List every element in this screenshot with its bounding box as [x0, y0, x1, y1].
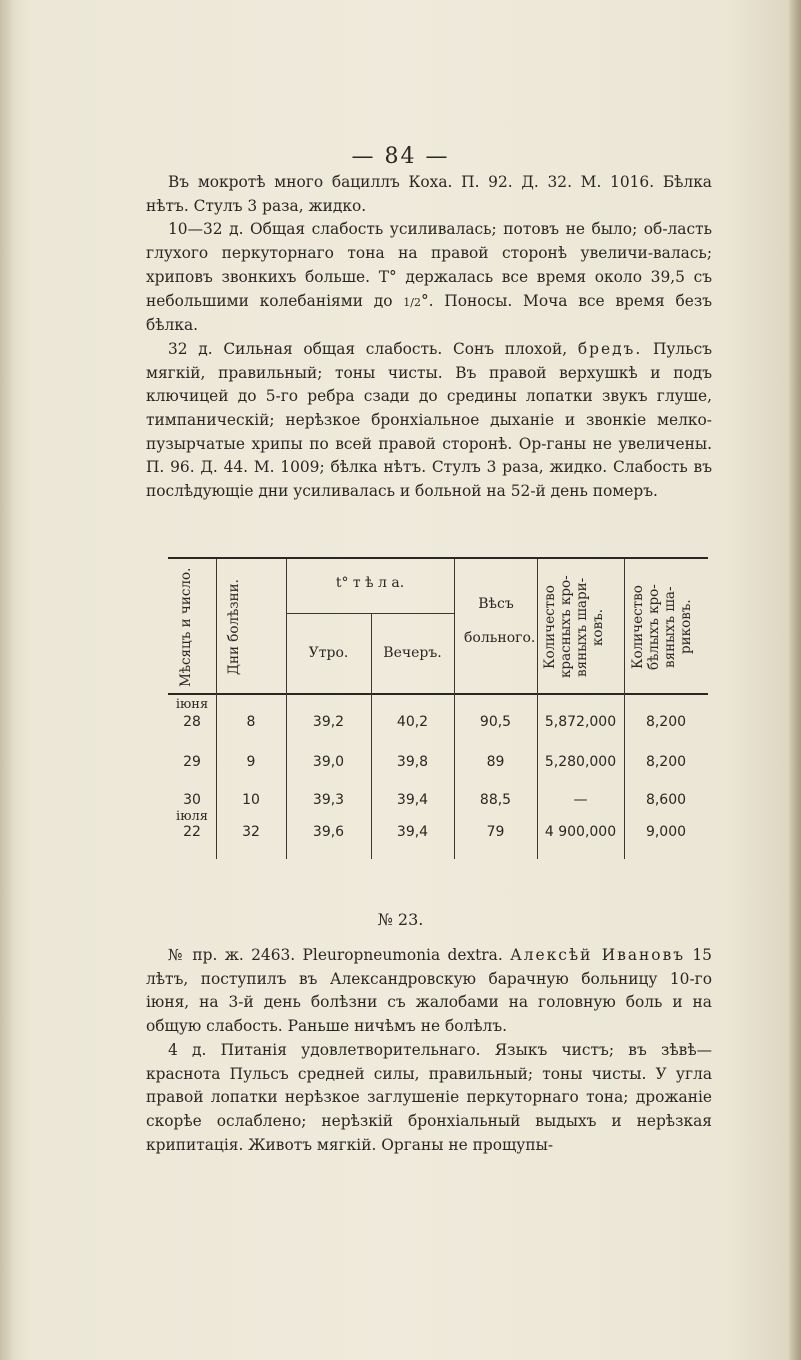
cell-day: 29 [183, 754, 201, 770]
header-white-cells: Количество бѣлыхъ кро-вяныхъ ша-риковъ. [630, 584, 694, 670]
case-number: № 23. [377, 910, 424, 929]
text-block-bottom [146, 944, 712, 1157]
cell-white: 8,200 [645, 754, 687, 770]
paragraph-4-rest: 15 лѣтъ, поступилъ въ Александровскую барачную больницу 10-го іюня, на 3-й день болѣзни съ жалобами на головную боль и на общую слабость. Раньше ничѣмъ не болѣлъ. [146, 946, 712, 1036]
temp-subheader-rule [286, 613, 454, 614]
cell-day: 28 [183, 714, 201, 730]
header-temperature: t° т ѣ л а. [335, 575, 405, 591]
paragraph-5: 4 д. Питанія удовлетворительнаго. Языкъ чистъ; въ зѣвѣ— краснота Пульсъ средней силы, правильный; тоны чисты. У угла правой лопатки нерѣзкое заглушеніе перкуторнаго тона; дрожаніе скорѣе ослаблено; нерѣзкій бронхіальный выдыхъ и нерѣзкая крипитація. Животъ мягкій. Органы не прощупы- [146, 1040, 712, 1154]
cell-disease-day: 10 [242, 792, 260, 808]
page-left-shadow [0, 0, 14, 1360]
paragraph-2 [146, 218, 712, 338]
table-top-rule [168, 557, 708, 559]
cell-day: 30 [183, 792, 201, 808]
cell-disease-day: 9 [246, 754, 256, 770]
month-label-july: іюля [176, 809, 208, 824]
cell-weight: 88,5 [479, 792, 512, 808]
cell-morning: 39,2 [312, 714, 345, 730]
col-line-6 [624, 559, 625, 859]
col-line-2 [286, 559, 287, 859]
header-red-cells: Количество красныхъ кро-вяныхъ шари-ковъ. [542, 575, 606, 679]
header-morning: Утро. [308, 645, 349, 661]
cell-day: 22 [183, 824, 201, 840]
cell-disease-day: 8 [246, 714, 256, 730]
temperature-table [168, 557, 708, 860]
header-evening: Вечеръ. [383, 645, 442, 661]
paragraph-4-lead: № пр. ж. 2463. Pleuropneumonia dextra. [168, 946, 503, 964]
cell-morning: 39,6 [312, 824, 345, 840]
page-number: — 84 — [351, 144, 450, 169]
month-label-june: іюня [175, 697, 209, 712]
text-block-top [146, 171, 712, 504]
cell-red: 5,280,000 [544, 754, 617, 770]
col-line-5 [537, 559, 538, 859]
fraction-half: 1/2 [403, 295, 421, 309]
paragraph-2-a: 10—32 д. Общая слабость усиливалась; потовъ не было; об-ласть глухого перкуторнаго тона на правой сторонѣ увеличи-валась; хриповъ звонкихъ больше. T° держалась все время около 39,5 съ небольшими колебаніями до [146, 220, 712, 310]
cell-white: 9,000 [645, 824, 687, 840]
cell-evening: 39,4 [396, 824, 429, 840]
header-weight: Вѣсъ больного. [464, 596, 536, 646]
cell-white: 8,200 [645, 714, 687, 730]
header-disease-day: Дни болѣзни. [226, 579, 242, 675]
table-header-rule [168, 693, 708, 695]
cell-weight: 90,5 [479, 714, 512, 730]
paragraph-4 [146, 944, 712, 1039]
cell-red: 5,872,000 [544, 714, 617, 730]
cell-morning: 39,0 [312, 754, 345, 770]
paragraph-2-b: °. Поносы. Моча все время безъ бѣлка. [146, 291, 713, 335]
cell-evening: 39,8 [396, 754, 429, 770]
cell-white: 8,600 [645, 792, 687, 808]
col-line-1 [216, 559, 217, 859]
paragraph-3-lead: 32 д. Сильная общая слабость. Сонъ плохой, [168, 339, 568, 358]
cell-morning: 39,3 [312, 792, 345, 808]
col-line-4 [454, 559, 455, 859]
cell-red: — [573, 792, 588, 808]
paragraph-3-spaced: бредъ. [577, 339, 643, 358]
page-right-edge [789, 0, 801, 1360]
cell-weight: 89 [486, 754, 505, 770]
cell-disease-day: 32 [242, 824, 260, 840]
cell-red: 4 900,000 [544, 824, 617, 840]
paragraph-4-name: Алексѣй Ивановъ [510, 946, 686, 964]
header-month-day: Мѣсяцъ и число. [178, 567, 194, 687]
paragraph-3 [146, 338, 712, 504]
cell-weight: 79 [486, 824, 505, 840]
paragraph-1: Въ мокротѣ много бациллъ Коха. П. 92. Д. 32. М. 1016. Бѣлка нѣтъ. Стулъ 3 раза, жидко. [146, 173, 712, 215]
cell-evening: 39,4 [396, 792, 429, 808]
cell-evening: 40,2 [396, 714, 429, 730]
paragraph-3-rest: Пульсъ мягкій, правильный; тоны чисты. Въ правой верхушкѣ и подъ ключицей до 5-го ребра сзади до средины лопатки звукъ глуше, тимпаническій; нерѣзкое бронхіальное дыханіе и звонкіе мелко-пузырчатые хрипы по всей правой сторонѣ. Ор-ганы не увеличены. П. 96. Д. 44. М. 1009; бѣлка нѣтъ. Стулъ 3 раза, жидко. Слабость въ послѣдующіе дни усиливалась и больной на 52-й день померъ. [146, 339, 712, 501]
